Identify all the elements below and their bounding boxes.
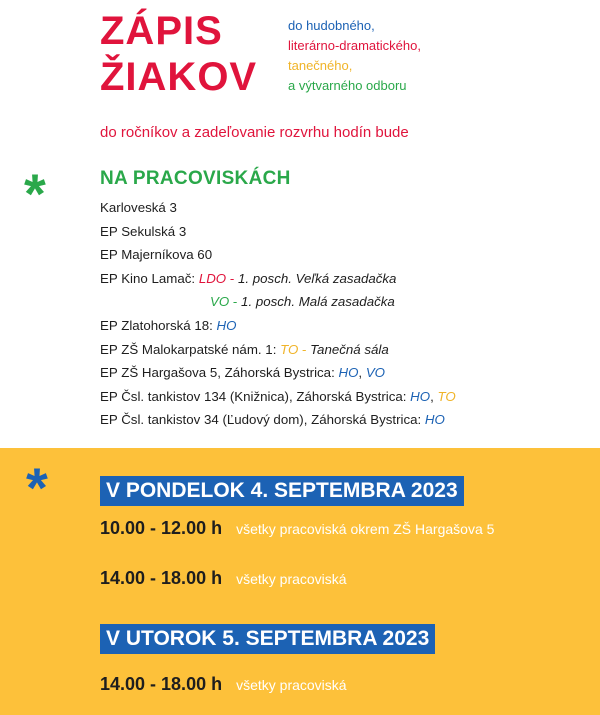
time: 14.00 - 18.00 h xyxy=(100,568,223,588)
department-code: VO xyxy=(365,365,386,381)
place-item xyxy=(100,385,456,409)
place-item xyxy=(100,338,456,362)
monday-row-2 xyxy=(100,568,347,589)
monday-row-1 xyxy=(100,518,494,539)
department-code: VO xyxy=(210,294,230,310)
separator: , xyxy=(430,388,438,404)
department-line: tanečného, xyxy=(288,58,353,73)
separator: - xyxy=(226,270,238,286)
department-line: literárno-dramatického, xyxy=(288,38,421,53)
department-code: TO xyxy=(437,388,456,404)
subtitle: do ročníkov a zadeľovanie rozvrhu hodín bude xyxy=(100,124,409,141)
place-name: EP Zlatohorská 18: xyxy=(100,317,217,333)
place-item xyxy=(100,196,456,220)
departments-list xyxy=(288,16,421,96)
time: 14.00 - 18.00 h xyxy=(100,674,223,694)
place-name: EP ZŠ Hargašova 5, Záhorská Bystrica: xyxy=(100,365,339,381)
separator: - xyxy=(298,341,311,357)
place-name: EP Kino Lamač: xyxy=(100,270,199,286)
department-code: TO xyxy=(280,341,299,357)
title-line-1: ZÁPIS xyxy=(100,9,223,53)
separator: , xyxy=(358,365,366,381)
places-list xyxy=(100,196,456,432)
place-name: EP ZŠ Malokarpatské nám. 1: xyxy=(100,341,281,357)
place-note: Tanečná sála xyxy=(310,341,389,357)
place-name: EP Čsl. tankistov 34 (Ľudový dom), Záhorská Bystrica: xyxy=(100,412,425,428)
place-name: Karloveská 3 xyxy=(100,200,177,215)
time-note: všetky pracoviská xyxy=(236,571,347,587)
place-item xyxy=(100,290,456,314)
time-note: všetky pracoviská okrem ZŠ Hargašova 5 xyxy=(236,521,495,537)
place-item xyxy=(100,243,456,267)
department-code: HO xyxy=(216,317,237,333)
time: 10.00 - 12.00 h xyxy=(100,518,223,538)
green-asterisk-icon: * xyxy=(24,162,46,225)
place-name: EP Čsl. tankistov 134 (Knižnica), Záhorská Bystrica: xyxy=(100,388,411,404)
separator: - xyxy=(229,294,242,310)
department-line: do hudobného, xyxy=(288,18,375,33)
department-code: HO xyxy=(424,412,445,428)
time-note: všetky pracoviská xyxy=(236,677,347,693)
title-line-2: ŽIAKOV xyxy=(100,55,258,99)
place-item xyxy=(100,314,456,338)
place-note: 1. posch. Malá zasadačka xyxy=(241,294,395,310)
place-name: EP Sekulská 3 xyxy=(100,223,187,239)
tuesday-row-1 xyxy=(100,674,347,695)
title-block xyxy=(100,8,257,100)
section-heading: NA PRACOVISKÁCH xyxy=(100,168,291,189)
place-item xyxy=(100,220,456,244)
place-note: 1. posch. Veľká zasadačka xyxy=(237,270,397,286)
place-item xyxy=(100,408,456,432)
department-code: HO xyxy=(410,388,431,404)
department-code: HO xyxy=(338,365,359,381)
blue-asterisk-icon: * xyxy=(26,456,48,519)
place-name: EP Majerníkova 60 xyxy=(100,247,213,263)
department-line: a výtvarného odboru xyxy=(288,78,407,93)
place-item xyxy=(100,267,456,291)
monday-banner: V PONDELOK 4. SEPTEMBRA 2023 xyxy=(100,476,464,506)
place-item xyxy=(100,361,456,385)
department-code: LDO xyxy=(198,270,227,286)
tuesday-banner: V UTOROK 5. SEPTEMBRA 2023 xyxy=(100,624,435,654)
